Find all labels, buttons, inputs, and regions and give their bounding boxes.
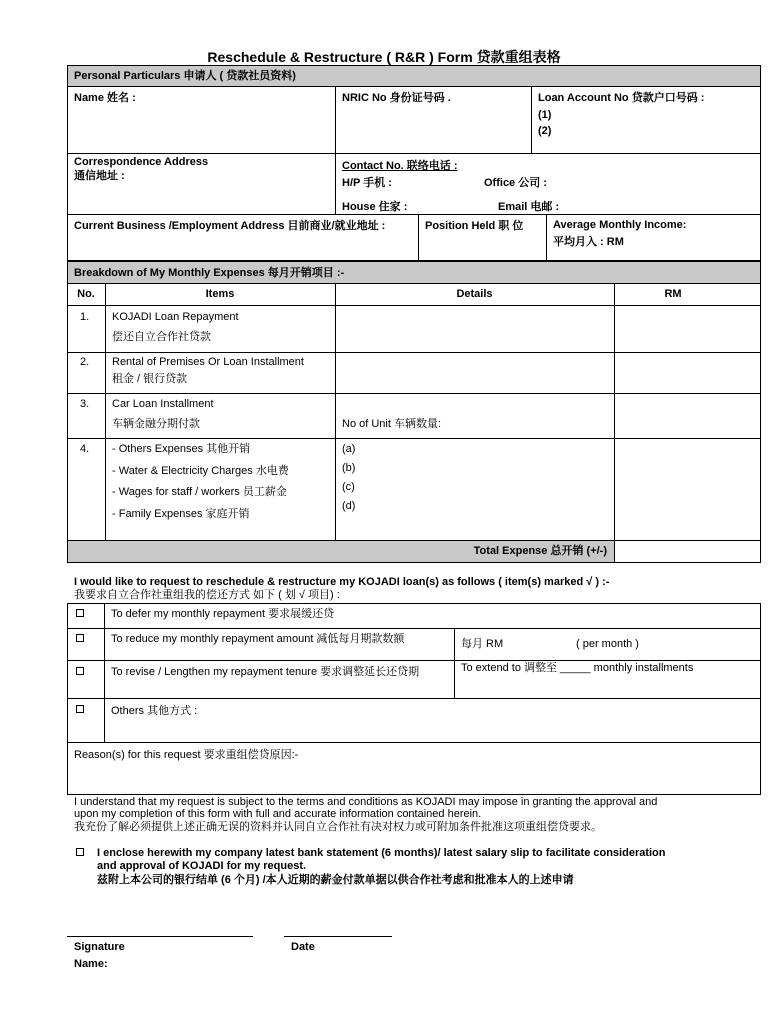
date-label: Date [291, 941, 315, 953]
col-rm: RM [664, 288, 682, 300]
request-intro-cn: 我要求自立合作社重组我的偿还方式 如下 ( 划 √ 项目) : [74, 589, 340, 601]
option-lengthen-checkbox[interactable] [76, 667, 84, 675]
enclose-line3: 兹附上本公司的银行结单 (6 个月) /本人近期的薪金付款单据以供合作社考虑和批准本人的上述申请 [97, 874, 574, 886]
row3-item: Car Loan Installment [112, 398, 214, 410]
detail-d: (d) [342, 500, 356, 512]
row1-no: 1. [80, 311, 90, 323]
row4-item-a: - Others Expenses 其他开销 [112, 443, 251, 455]
row2-no: 2. [80, 356, 90, 368]
loan-account-label: Loan Account No 贷款户口号码 : [538, 92, 705, 104]
enclose-checkbox[interactable] [76, 848, 84, 856]
enclose-line2: and approval of KOJADI for my request. [97, 860, 307, 872]
signature-label: Signature [74, 941, 125, 953]
row3-detail: No of Unit 车辆数量: [342, 418, 442, 430]
office-label: Office 公司 : [484, 177, 547, 189]
income-label-cn: 平均月入 : RM [553, 236, 624, 248]
house-label: House 住家 : [342, 201, 408, 213]
loan-account-2: (2) [538, 125, 552, 137]
correspondence-address-label-cn: 通信地址 : [74, 170, 125, 182]
option-others-label: Others 其他方式 : [111, 705, 198, 717]
date-line[interactable] [284, 936, 392, 937]
col-no: No. [77, 288, 95, 300]
total-expense-label: Total Expense 总开销 (+/-) [473, 545, 607, 557]
nric-label: NRIC No 身份证号码 . [342, 92, 451, 104]
row1-item: KOJADI Loan Repayment [112, 311, 239, 323]
option-reduce-label: To reduce my monthly repayment amount 减低每月期款数额 [111, 633, 405, 645]
position-label: Position Held 职 位 [425, 220, 524, 232]
option-defer-checkbox[interactable] [76, 609, 84, 617]
name-label: Name 姓名 : [74, 92, 136, 104]
per-month-label: ( per month ) [576, 638, 639, 650]
option-others-checkbox[interactable] [76, 705, 84, 713]
personal-header: Personal Particulars 申请人 ( 贷款社员资料) [74, 70, 296, 82]
signature-line[interactable] [67, 936, 253, 937]
row4-item-c: - Wages for staff / workers 员工薪金 [112, 486, 287, 498]
request-table [67, 603, 761, 795]
row2-item-cn: 租金 / 银行贷款 [112, 373, 188, 385]
declaration-line1: I understand that my request is subject to the terms and conditions as KOJADI may impose in granting the approval and [74, 796, 658, 808]
income-label: Average Monthly Income: [553, 219, 687, 231]
col-items: Items [205, 288, 235, 300]
name-sign-label: Name: [74, 958, 108, 970]
hp-label: H/P 手机 : [342, 177, 392, 189]
reduce-amount-label: 每月 RM [461, 638, 504, 650]
row4-item-b: - Water & Electricity Charges 水电费 [112, 465, 289, 477]
business-address-label: Current Business /Employment Address 目前商业/就业地址 : [74, 220, 386, 232]
row4-item-d: - Family Expenses 家庭开销 [112, 508, 250, 520]
loan-account-1: (1) [538, 109, 552, 121]
declaration-line2: upon my completion of this form with full and accurate information contained herein. [74, 808, 482, 820]
option-lengthen-label: To revise / Lengthen my repayment tenure 要求调整延长还贷期 [111, 666, 420, 678]
form-title: Reschedule & Restructure ( R&R ) Form 贷款重组表格 [207, 49, 561, 65]
detail-b: (b) [342, 462, 356, 474]
row4-no: 4. [80, 443, 90, 455]
expenses-header: Breakdown of My Monthly Expenses 每月开销项目 :- [74, 267, 345, 279]
extend-installments-label: To extend to 调整至 _____ monthly installments [461, 662, 694, 674]
option-reduce-checkbox[interactable] [76, 634, 84, 642]
declaration-line3: 我充份了解必须提供上述正确无误的资料并认同自立合作社有决对权力或可附加条件批准这项重组偿贷要求。 [74, 821, 602, 833]
row3-no: 3. [80, 398, 90, 410]
contact-label: Contact No. 联络电话 : [342, 160, 458, 172]
email-label: Email 电邮 : [498, 201, 560, 213]
correspondence-address-label: Correspondence Address [74, 156, 209, 168]
col-details: Details [456, 288, 493, 300]
row1-item-cn: 偿还自立合作社贷款 [112, 331, 211, 343]
reasons-label: Reason(s) for this request 要求重组偿贷原因:- [74, 749, 299, 761]
row3-item-cn: 车辆金融分期付款 [112, 418, 200, 430]
enclose-line1: I enclose herewith my company latest bank statement (6 months)/ latest salary slip to facilitate consideration [97, 847, 666, 859]
request-intro: I would like to request to reschedule & restructure my KOJADI loan(s) as follows ( item(s) marked √ ) :- [74, 576, 610, 588]
option-defer-label: To defer my monthly repayment 要求展缓还贷 [111, 608, 335, 620]
detail-a: (a) [342, 443, 356, 455]
detail-c: (c) [342, 481, 355, 493]
row2-item: Rental of Premises Or Loan Installment [112, 356, 304, 368]
